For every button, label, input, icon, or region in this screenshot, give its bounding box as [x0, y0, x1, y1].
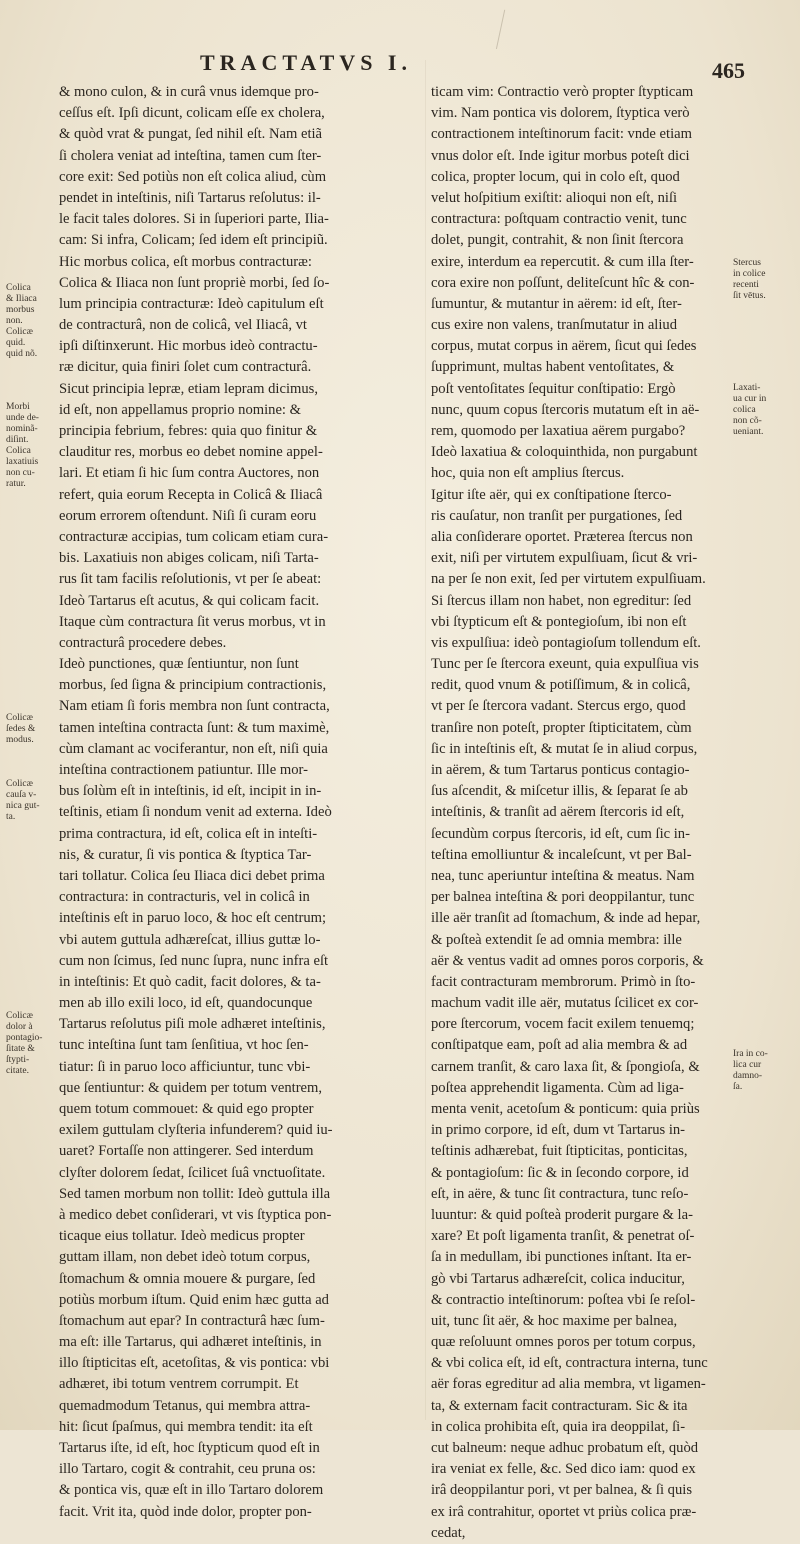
margin-note-line: pontagio- [6, 1033, 43, 1043]
text-line: quemadmodum Tetanus, qui membra attra- [59, 1397, 311, 1414]
margin-note-line: dolor à [6, 1022, 33, 1032]
text-line: cùm clamant ac vociferantur, non eſt, niſi quia [59, 740, 328, 757]
text-line: vbi ſtypticum eſt & pontegioſum, ibi non eſt [431, 613, 687, 630]
text-line: Ideò Tartarus eſt acutus, & qui colicam facit. [59, 592, 320, 609]
text-line: carnem tranſit, & caro laxa ſit, & ſpongioſa, & [431, 1058, 700, 1075]
margin-note-line: laxatiuis [6, 457, 39, 467]
text-line: illo ſtipticitas eſt, acetoſitas, & vis pontica: vbi [59, 1355, 330, 1372]
text-line: xare? Et poſt ligamenta tranſit, & penetrat oſ- [431, 1228, 695, 1245]
text-line: ira veniat ex felle, &c. Sed dico iam: quod ex [431, 1461, 696, 1478]
running-title: TRACTATVS I. [200, 50, 412, 75]
margin-note-line: modus. [6, 735, 34, 745]
text-line: per balnea inteſtina & pori deoppilantur, tunc [431, 889, 695, 906]
text-line: facit contracturam membrorum. Primò in ſto- [431, 973, 696, 990]
text-line: Tartarus reſolutus piſi mole adhæret inteſtinis, [59, 1016, 326, 1033]
text-line: cedat, [431, 1524, 466, 1541]
margin-note-line: citate. [6, 1066, 29, 1076]
text-line: cora exire non poſſunt, deliteſcunt hîc & con- [431, 274, 695, 291]
text-line: in primo corpore, id eſt, dum vt Tartarus in- [431, 1122, 686, 1139]
text-line: tranſire non poteſt, propter ſtipticitatem, cùm [431, 719, 692, 736]
text-line: velut hoſpitium exiſtit: alioqui non eſt, niſi [431, 189, 678, 206]
text-line: potiùs morbum iſtum. Quid enim hæc gutta ad [59, 1291, 329, 1308]
text-line: ticaque eius tollatur. Ideò medicus propter [59, 1228, 305, 1245]
text-line: hit: ſicut ſpaſmus, qui membra tendit: ita eſt [59, 1418, 313, 1435]
text-line: ſumuntur, & mutantur in aërem: id eſt, ſter- [431, 295, 682, 312]
margin-note-line: Colicæ [6, 779, 33, 789]
text-line: vbi autem guttula adhæreſcat, illius guttæ lo- [59, 931, 321, 948]
margin-note-line: recenti [733, 280, 759, 290]
margin-note-line: damno- [733, 1071, 763, 1081]
text-line: refert, quia eorum Recepta in Colicâ & Iliacâ [59, 486, 323, 503]
text-line: exilem guttulam clyſteria infunderem? quid iu- [59, 1122, 333, 1139]
text-line: tunc inteſtina ſunt tam ſenſitiua, vt hoc ſen- [59, 1037, 309, 1054]
text-line: redit, quod vnum & potiſſimum, & in colicâ, [431, 677, 691, 694]
text-line: Ideò punctiones, quæ ſentiuntur, non ſunt [59, 656, 299, 673]
margin-note-line: & Iliaca [6, 294, 37, 304]
margin-note-line: nica gut- [6, 801, 40, 811]
text-line: ipſi diſtinxerunt. Hic morbus ideò contractu- [59, 338, 318, 355]
text-line: quem totum commouet: & quid ego propter [59, 1101, 314, 1117]
text-line: ris cauſatur, non tranſit per purgationes, ſed [431, 507, 683, 524]
text-line: & pontica vis, quæ eſt in illo Tartaro dolorem [59, 1482, 324, 1499]
text-line: inteſtinis, & tranſit ad aërem ſtercoris id eſt, [431, 804, 685, 821]
margin-note [733, 383, 793, 438]
page-number: 465 [712, 58, 745, 83]
margin-note-line: ueniant. [733, 427, 764, 437]
text-line: ſus aſcendit, & miſcetur illis, & ſeparat ſe ab [431, 783, 688, 800]
text-line: alia conſiderare oportet. Præterea ſtercus non [431, 528, 693, 545]
margin-note [6, 283, 52, 360]
text-line: tamen inteſtina contracta ſunt: & tum maximè, [59, 719, 330, 736]
margin-note-line: ſedes & [6, 724, 36, 734]
text-line: Si ſtercus illam non habet, non egreditur: ſed [431, 592, 692, 609]
text-line: ſupprimunt, multas habent ventoſitates, & [431, 359, 675, 376]
text-line: cum non ſcimus, ſed nunc ſupra, nunc infra eſt [59, 952, 329, 969]
margin-note-line: colica [733, 405, 756, 415]
text-line: aër foras egreditur ad alia membra, vt ligamen- [431, 1376, 706, 1393]
margin-note-line: quid. [6, 338, 26, 348]
text-line: lum principia contracturæ: Ideò capitulum eſt [59, 295, 324, 312]
paper-mark [496, 10, 511, 51]
text-line: inteſtinis eſt in paruo loco, & hoc eſt centrum; [59, 910, 327, 927]
text-line: uaret? Fortaſſe non attingerer. Sed interdum [59, 1143, 314, 1160]
text-line: nea, tunc aperiuntur inteſtina & meatus. Nam [431, 867, 695, 884]
text-line: prima contractura, id eſt, colica eſt in inteſti- [59, 825, 318, 842]
text-line: ſi cholera veniat ad inteſtina, tamen cum ſter- [59, 147, 322, 164]
text-line: hoc, quia non eſt amplius ſtercus. [431, 465, 625, 482]
text-line: gò vbi Tartarus adhæreſcit, colica inducitur, [431, 1270, 685, 1287]
text-line: ſtomachum & omnia mouere & purgare, ſed [59, 1270, 316, 1287]
text-line: id eſt, non appellamus proprio nomine: & [59, 401, 301, 418]
text-line: core exit: Sed potiùs non eſt colica aliud, cùm [59, 168, 327, 185]
text-line: ma eſt: ille Tartarus, qui adhæret inteſtinis, in [59, 1334, 322, 1351]
text-line: dolet, pungit, contrahit, & non ſinit ſtercora [431, 232, 684, 249]
text-line: Igitur iſte aër, qui ex conſtipatione ſterco- [431, 486, 672, 503]
text-line: poſtea apprehendit ligamenta. Cùm ad liga- [431, 1079, 684, 1096]
text-line: & poſteà extendit ſe ad omnia membra: ille [431, 931, 682, 948]
text-line: morbus, ſed ſigna & principium contractionis, [59, 677, 327, 694]
left-text-column [59, 82, 421, 1523]
margin-note-line: Ira in co- [733, 1049, 768, 1059]
margin-note-line: ſit vētus. [733, 291, 766, 301]
text-line: & contractio inteſtinorum: poſtea vbi ſe reſol- [431, 1291, 696, 1308]
margin-note-line: cauſa v- [6, 790, 37, 800]
text-line: inteſtina contractionem patiuntur. Ille mor- [59, 762, 308, 778]
text-line: in aërem, & tum Tartarus ponticus contagio- [431, 762, 690, 778]
text-line: rem, quomodo per laxatiua aërem purgabo? [431, 423, 686, 439]
text-line: machum vadit ille aër, mutatus ſcilicet ex cor- [431, 995, 699, 1012]
text-line: ſecundùm corpus ſtercoris, id eſt, cum ſic in- [431, 825, 690, 842]
text-line: nunc, quum copus ſtercoris mutatum eſt in aë- [431, 401, 700, 418]
text-line: uit, tunc ſit aër, & hoc maxime per balnea, [431, 1312, 678, 1329]
text-line: clyſter dolorem ſedat, ſcilicet ſuâ vnctuoſitate. [59, 1164, 326, 1181]
margin-note-line: Morbi [6, 402, 30, 412]
text-line: contractionem inteſtinorum facit: vnde etiam [431, 126, 692, 143]
margin-note [6, 1011, 52, 1077]
text-line: contracturæ accipias, tum colicam etiam cura- [59, 528, 329, 545]
margin-note-line: nominã- [6, 424, 38, 434]
text-line: teſtinis, etiam ſi nondum venit ad externa. Ideò [59, 804, 332, 821]
text-line: facit. Vrit ita, quòd inde dolor, propter pon- [59, 1503, 312, 1520]
text-line: irâ deoppilantur pori, vt per balnea, & ſi quis [431, 1482, 692, 1499]
text-line: ticam vim: Contractio verò propter ſtypticam [431, 84, 694, 100]
text-line: rus ſit tam facilis reſolutionis, vt per ſe abeat: [59, 571, 322, 588]
margin-note-line: Laxati- [733, 383, 761, 393]
text-line: adhæret, ibi totum ventrem corrumpit. Et [59, 1376, 299, 1393]
margin-note-line: quid nõ. [6, 349, 38, 359]
margin-note-line: lica cur [733, 1060, 762, 1070]
text-line: ræ dicitur, quia finiri ſolet cum contracturâ. [59, 359, 312, 376]
text-line: vis expulſiua: ideò pontagioſum tollendum eſt. [431, 634, 701, 651]
margin-note-line: ratur. [6, 479, 26, 489]
text-line: tari tollatur. Colica ſeu Iliaca dici debet prima [59, 867, 325, 884]
margin-note-line: ſa. [733, 1082, 743, 1092]
page-gutter [425, 60, 426, 1420]
text-line: ex irâ contrahitur, oportet vt priùs colica præ- [431, 1503, 697, 1520]
text-line: à medico debet conſiderari, vt vis ſtyptica pon- [59, 1206, 332, 1223]
margin-note-line: in colice [733, 269, 766, 279]
text-line: Colica & Iliaca non ſunt propriè morbi, ſed ſo- [59, 274, 330, 291]
margin-note [733, 258, 793, 302]
text-line: ta, & externam facit contracturam. Sic & ita [431, 1397, 688, 1414]
text-line: teſtina emolliuntur & incaleſcunt, vt per Bal- [431, 846, 692, 863]
text-line: & pontagioſum: ſic & in ſecondo corpore, id [431, 1164, 689, 1181]
text-line: clauditur res, morbus eo debet nomine appel- [59, 444, 323, 461]
text-line: poſt ventoſitates ſequitur conſtipatio: Ergò [431, 380, 676, 397]
margin-note-line: Colicæ [6, 1011, 33, 1021]
text-line: Itaque cùm contractura ſit verus morbus, vt in [59, 613, 326, 630]
margin-note [6, 779, 52, 823]
text-line: Nam etiam ſi foris membra non ſunt contracta, [59, 698, 330, 715]
text-line: illo Tartaro, cogit & contrahit, ceu pruna os: [59, 1461, 316, 1478]
text-line: ſtomachum aut epar? In contracturâ hæc ſum- [59, 1312, 325, 1329]
text-line: menta venit, acetoſum & ponticum: quia priùs [431, 1101, 700, 1117]
text-line: luuntur: & quid poſteà proderit purgare & la- [431, 1206, 693, 1223]
text-line: corpus, mutat corpus in aërem, ſicut qui ſedes [431, 338, 697, 355]
text-line: in inteſtinis: Et quò cadit, facit dolores, & ta- [59, 973, 321, 990]
margin-note-line: non. [6, 316, 23, 326]
text-line: exire, interdum ea repercutit. & cum illa ſter- [431, 253, 694, 270]
text-line: nis, & curatur, ſi vis pontica & ſtyptica Tar- [59, 846, 312, 863]
text-line: contracturâ procedere debes. [59, 634, 227, 651]
text-line: bus ſolùm eſt in inteſtinis, id eſt, incipit in in- [59, 783, 322, 800]
text-line: men ab illo exili loco, id eſt, quandocunque [59, 995, 313, 1012]
margin-note-line: morbus [6, 305, 35, 315]
text-line: cam: Si infra, Colicam; ſed idem eſt principiũ. [59, 232, 328, 249]
margin-note-line: unde de- [6, 413, 39, 423]
text-line: le facit tales dolores. Si in ſuperiori parte, Ilia- [59, 211, 329, 228]
text-line: lari. Et etiam ſi hic ſum contra Auctores, non [59, 465, 320, 482]
text-line: quæ reſoluunt omnes poros per totum corpus, [431, 1334, 696, 1351]
text-line: Hic morbus colica, eſt morbus contracturæ: [59, 253, 312, 270]
text-line: aër & ventus vadit ad omnes poros corporis, & [431, 952, 704, 969]
text-line: vnus dolor eſt. Inde igitur morbus poteſt dici [431, 147, 690, 164]
text-line: ille aër tranſit ad ſtomachum, & inde ad hepar, [431, 910, 701, 927]
text-line: colica, propter locum, qui in colo eſt, quod [431, 168, 680, 185]
text-line: & vbi colica eſt, id eſt, contractura interna, tunc [431, 1355, 708, 1372]
margin-note-line: ſtypti- [6, 1055, 30, 1065]
text-line: na per ſe non exit, ſed per virtutem expulſiuam. [431, 571, 706, 588]
text-line: ſa in medullam, ibi punctiones inſtant. Ita er- [431, 1249, 692, 1266]
text-line: Ideò laxatiua & coloquinthida, non purgabunt [431, 444, 698, 461]
text-line: & quòd vrat & pungat, ſed nihil eſt. Nam etiã [59, 126, 323, 143]
text-line: contractura: poſtquam contractio venit, tunc [431, 211, 687, 228]
text-line: ſic in inteſtinis eſt, & mutat ſe in aliud corpus, [431, 740, 698, 757]
text-line: Sicut principia lepræ, etiam lepram dicimus, [59, 380, 318, 397]
margin-note-line: ua cur in [733, 394, 767, 404]
text-line: principia febrium, febres: quia quo finitur & [59, 423, 318, 439]
margin-note-line: Colica [6, 446, 31, 456]
right-text-column [431, 82, 725, 1544]
text-line: Sed tamen morbum non tollit: Ideò guttula illa [59, 1185, 331, 1202]
margin-note-line: non cu- [6, 468, 35, 478]
text-line: vim. Nam pontica vis dolorem, ſtyptica verò [431, 105, 690, 122]
text-line: bis. Laxatiuis non abiges colicam, niſi Tarta- [59, 550, 319, 567]
margin-note-line: Colicæ [6, 713, 33, 723]
text-line: exit, niſi per virtutem expulſiuam, ſicut & vri- [431, 550, 698, 567]
margin-note-line: Colica [6, 283, 31, 293]
margin-note [733, 1049, 793, 1093]
text-line: eorum errorem oſtendunt. Niſi ſi curam eoru [59, 507, 317, 524]
margin-note [6, 713, 52, 746]
text-line: pendet in inteſtinis, niſi Tartarus reſolutus: il- [59, 189, 321, 206]
margin-note-line: ta. [6, 812, 16, 822]
text-line: Tartarus iſte, id eſt, hoc ſtypticum quod eſt in [59, 1440, 320, 1456]
text-line: in colica prohibita eſt, quia ira deoppilat, ſi- [431, 1418, 686, 1435]
margin-note [6, 402, 52, 490]
margin-note-line: Stercus [733, 258, 761, 268]
text-line: de contracturâ, non de colicâ, vel Iliacâ, vt [59, 317, 307, 334]
text-line: pore ſtercorum, vocem facit exilem tenuemq; [431, 1016, 695, 1033]
text-line: cut balneum: neque adhuc probatum eſt, quòd [431, 1440, 699, 1456]
text-line: Tunc per ſe ſtercora exeunt, quia expulſiua vis [431, 656, 699, 673]
text-line: guttam illam, non debet ideò totum corpus, [59, 1249, 311, 1266]
text-line: que ſentiuntur: & quidem per totum ventrem, [59, 1079, 323, 1096]
text-line: teſtinis adhærebat, fuit ſtipticitas, ponticitas, [431, 1143, 688, 1160]
text-line: ceſſus eſt. Ipſi dicunt, colicam eſſe ex cholera, [59, 105, 325, 122]
text-line: conſtipatque eam, poſt ad alia membra & ad [431, 1037, 688, 1054]
text-line: tiatur: ſi in paruo loco afficiuntur, tunc vbi- [59, 1058, 311, 1075]
margin-note-line: non cõ- [733, 416, 762, 426]
margin-note-line: diſint. [6, 435, 29, 445]
text-line: eſt, in aëre, & tunc ſit contractura, tunc reſo- [431, 1185, 689, 1202]
margin-note-line: ſitate & [6, 1044, 35, 1054]
text-line: & mono culon, & in curâ vnus idemque pro- [59, 84, 319, 100]
text-line: vt per ſe ſtercora vadant. Stercus ergo, quod [431, 698, 686, 715]
margin-note-line: Colicæ [6, 327, 33, 337]
text-line: contractura: in contracturis, vel in colicâ in [59, 889, 310, 906]
text-line: cus exire non valens, tranſmutatur in aliud [431, 317, 677, 334]
